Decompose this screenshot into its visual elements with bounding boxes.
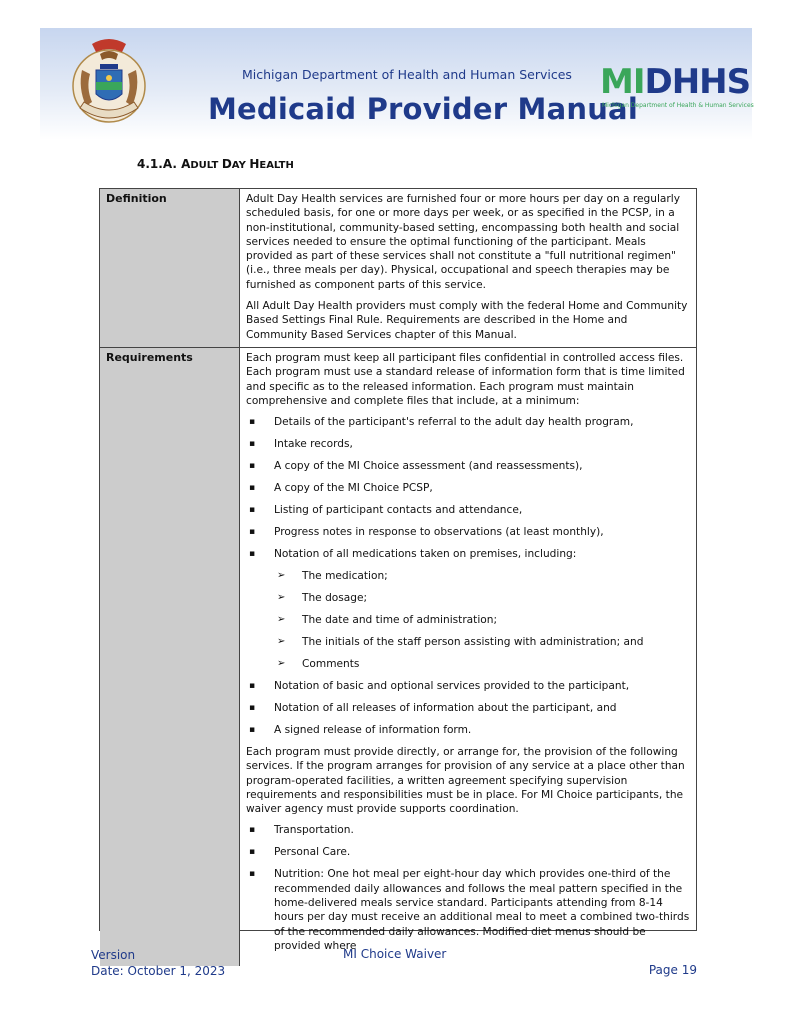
footer-date: Date: October 1, 2023 — [91, 964, 226, 978]
mdhhs-logo-wordmark: MIDHHS — [600, 62, 751, 102]
list-item: ▪ Nutrition: One hot meal per eight-hour day which provides one-third of the recommended daily allowances and follows the meal pattern specified in the home-delivered meals service standard. Participants attending from 8-14 hours per day must receive an additional meal to meet a combined two-thirds of the recommended daily allowances. Modified diet menus should be provided where — [246, 867, 690, 953]
list-item: ▪ Transportation. — [246, 823, 690, 837]
list-item: ▪ Notation of basic and optional services provided to the participant, — [246, 679, 690, 693]
footer-chapter: MI Choice Waiver — [343, 947, 447, 961]
footer-version: Version — [91, 948, 136, 962]
services-list — [246, 823, 690, 953]
page-header — [40, 28, 752, 140]
list-item: ▪ A copy of the MI Choice PCSP, — [246, 481, 690, 495]
section-heading: 4.1.A. ADULT DAY HEALTH — [137, 157, 294, 171]
definition-paragraph: Adult Day Health services are furnished four or more hours per day on a regularly scheduled basis, for one or more days per week, or as specified in the PCSP, in a non-institutional, community-based setting, encompassing both health and social services needed to ensure the optimal functioning of the participant. Meals provided as part of these services shall not constitute a "full nutritional regimen" (i.e., three meals per day). Physical, occupational and speech therapies may be furnished as component parts of this service. — [246, 193, 680, 291]
list-item: ▪ Listing of participant contacts and attendance, — [246, 503, 690, 517]
list-item: ▪ Notation of all releases of information about the participant, and — [246, 701, 690, 715]
list-item: ▪ Progress notes in response to observations (at least monthly), — [246, 525, 690, 539]
medication-details-list — [246, 569, 690, 671]
definition-content — [240, 189, 696, 347]
list-item: ➢ The medication; — [246, 569, 690, 583]
agency-name: Michigan Department of Health and Human Services — [242, 67, 572, 82]
list-item: ▪ Notation of all medications taken on premises, including: — [246, 547, 690, 561]
mdhhs-logo — [600, 56, 754, 116]
requirements-label: Requirements — [100, 348, 240, 966]
mdhhs-logo-subtitle: Michigan Department of Health & Human Services — [602, 102, 754, 109]
list-item: ▪ Intake records, — [246, 437, 690, 451]
list-item: ➢ The initials of the staff person assisting with administration; and — [246, 635, 690, 649]
list-item: ➢ The dosage; — [246, 591, 690, 605]
required-files-list — [246, 415, 690, 561]
list-item: ▪ A copy of the MI Choice assessment (and reassessments), — [246, 459, 690, 473]
requirements-paragraph: Each program must provide directly, or arrange for, the provision of the following services. If the program arranges for provision of any service at a place other than program-operated facilities, a written agreement specifying supervision requirements and responsibilities must be in place. For MI Choice participants, the waiver agency must provide supports coordination. — [246, 745, 685, 816]
service-table — [99, 188, 697, 952]
manual-title: Medicaid Provider Manual — [208, 92, 638, 126]
requirements-content — [240, 348, 696, 966]
definition-label: Definition — [100, 189, 240, 347]
definition-paragraph: All Adult Day Health providers must comply with the federal Home and Community Based Settings Final Rule. Requirements are described in the Home and Community Based Services chapter of this Manual. — [246, 300, 688, 341]
list-item: ▪ Details of the participant's referral to the adult day health program, — [246, 415, 690, 429]
footer-page-number: Page 19 — [648, 963, 697, 977]
list-item: ▪ Personal Care. — [246, 845, 690, 859]
requirements-paragraph: Each program must keep all participant files confidential in controlled access files. Each program must use a standard release of information form that is time limited and specific as to the released information. Each program must maintain comprehensive and complete files that include, at a minimum: — [246, 351, 685, 407]
footer-version-date — [91, 947, 225, 979]
definition-row — [100, 189, 696, 348]
michigan-state-seal-icon — [70, 36, 148, 126]
required-files-list-continued — [246, 679, 690, 737]
list-item: ➢ Comments — [246, 657, 690, 671]
requirements-row — [100, 348, 696, 966]
list-item: ➢ The date and time of administration; — [246, 613, 690, 627]
list-item: ▪ A signed release of information form. — [246, 723, 690, 737]
